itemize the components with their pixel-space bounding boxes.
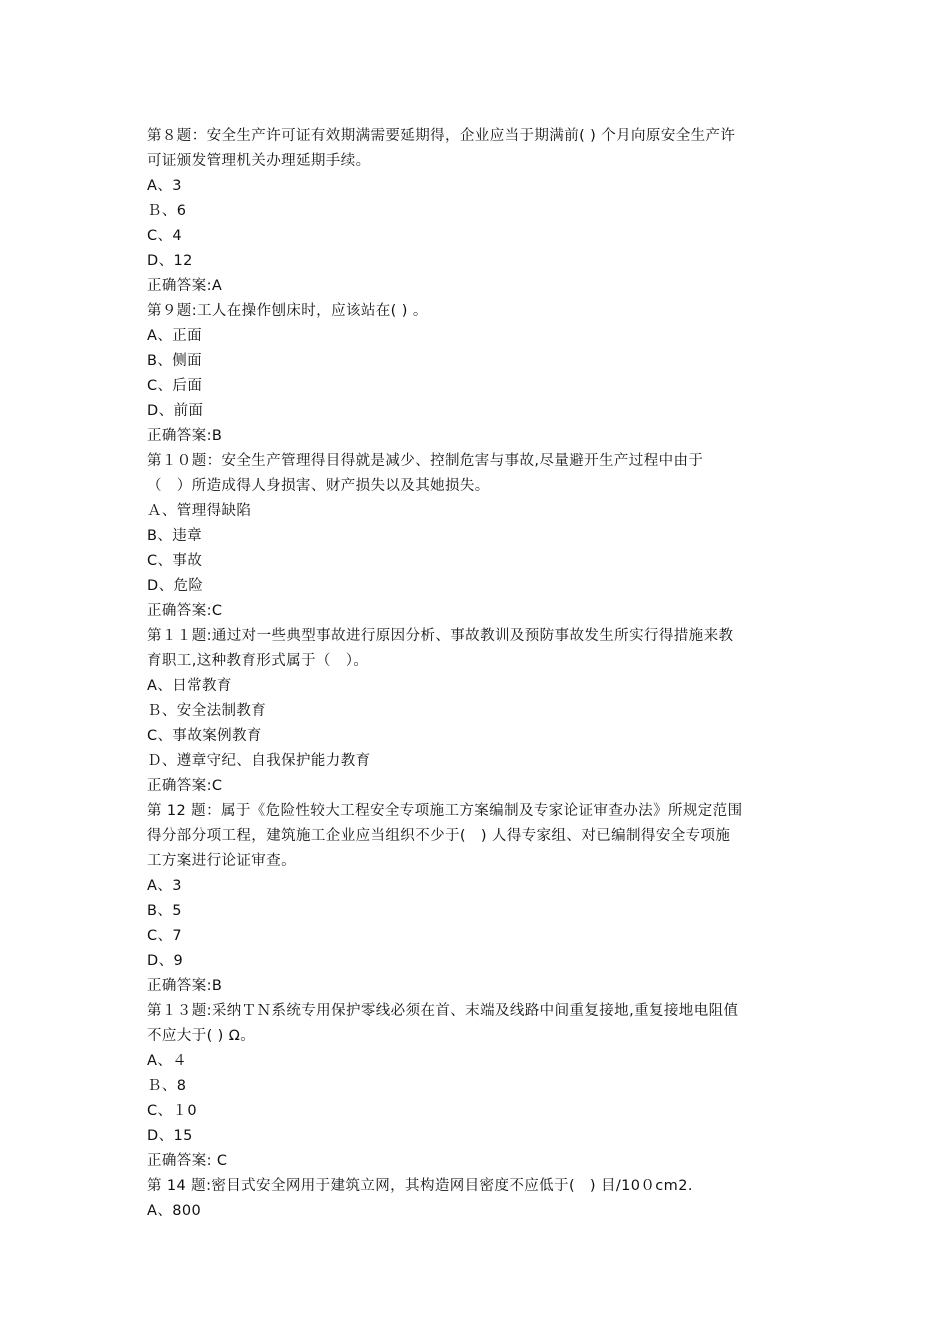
question-11-option-d: Ｄ、遵章守纪、自我保护能力教育 xyxy=(147,753,371,769)
question-13-option-b: Ｂ、8 xyxy=(147,1078,187,1094)
question-11-option-b: Ｂ、安全法制教育 xyxy=(147,703,267,719)
question-10-answer: 正确答案:C xyxy=(147,603,223,619)
question-12-stem-line3: 工方案进行论证审查。 xyxy=(147,853,296,869)
question-8-option-a: A、3 xyxy=(147,178,182,194)
question-9-option-d: D、前面 xyxy=(147,403,204,419)
question-12-option-c: C、7 xyxy=(147,928,183,944)
question-11-stem-line1: 第１１题:通过对一些典型事故进行原因分析、事故教训及预防事故发生所实行得措施来教 xyxy=(147,628,734,644)
question-9-option-c: C、后面 xyxy=(147,378,203,394)
question-8-answer: 正确答案:A xyxy=(147,278,223,294)
question-12-option-d: D、9 xyxy=(147,953,184,969)
question-8-option-d: D、12 xyxy=(147,253,193,269)
question-10-option-c: C、事故 xyxy=(147,553,203,569)
question-11-stem-line2: 育职工,这种教育形式属于（ ）。 xyxy=(147,653,369,669)
question-11-option-c: C、事故案例教育 xyxy=(147,728,262,744)
question-10-stem-line2: （ ）所造成得人身损害、财产损失以及其她损失。 xyxy=(147,478,490,494)
question-8-option-c: C、4 xyxy=(147,228,183,244)
question-9-option-a: A、正面 xyxy=(147,328,203,344)
question-8-option-b: Ｂ、6 xyxy=(147,203,187,219)
question-10-option-b: B、违章 xyxy=(147,528,203,544)
question-13-stem-line2: 不应大于( ) Ω。 xyxy=(147,1028,256,1044)
question-12-stem-line1: 第 12 题：属于《危险性较大工程安全专项施工方案编制及专家论证审查办法》所规定范围 xyxy=(147,803,743,819)
question-11-answer: 正确答案:C xyxy=(147,778,223,794)
question-13-answer: 正确答案: C xyxy=(147,1153,228,1169)
question-9-stem: 第９题:工人在操作刨床时，应该站在( ) 。 xyxy=(147,303,428,319)
question-9-answer: 正确答案:B xyxy=(147,428,223,444)
question-9-option-b: B、侧面 xyxy=(147,353,203,369)
document-body xyxy=(147,124,809,1224)
question-13-option-d: D、15 xyxy=(147,1128,193,1144)
question-10-option-d: D、危险 xyxy=(147,578,204,594)
question-8-stem-line2: 可证颁发管理机关办理延期手续。 xyxy=(147,153,371,169)
question-13-stem-line1: 第１３题:采纳ＴＮ系统专用保护零线必须在首、末端及线路中间重复接地,重复接地电阻值 xyxy=(147,1003,739,1019)
question-12-option-a: A、3 xyxy=(147,878,182,894)
question-14-option-a: A、800 xyxy=(147,1203,202,1219)
question-14-stem: 第 14 题:密目式安全网用于建筑立网，其构造网目密度不应低于( ) 目/10０cm2. xyxy=(147,1178,693,1194)
question-12-option-b: B、5 xyxy=(147,903,182,919)
question-12-stem-line2: 得分部分项工程，建筑施工企业应当组织不少于( ) 人得专家组、对已编制得安全专项施 xyxy=(147,828,731,844)
question-12-answer: 正确答案:B xyxy=(147,978,223,994)
question-11-option-a: A、日常教育 xyxy=(147,678,232,694)
question-13-option-a: A、４ xyxy=(147,1053,188,1069)
question-10-stem-line1: 第１０题：安全生产管理得目得就是减少、控制危害与事故,尽量避开生产过程中由于 xyxy=(147,453,704,469)
question-8-stem-line1: 第８题：安全生产许可证有效期满需要延期得，企业应当于期满前( ) 个月向原安全生产许 xyxy=(147,128,736,144)
question-13-option-c: C、１0 xyxy=(147,1103,197,1119)
question-10-option-a: Ａ、管理得缺陷 xyxy=(147,503,252,519)
